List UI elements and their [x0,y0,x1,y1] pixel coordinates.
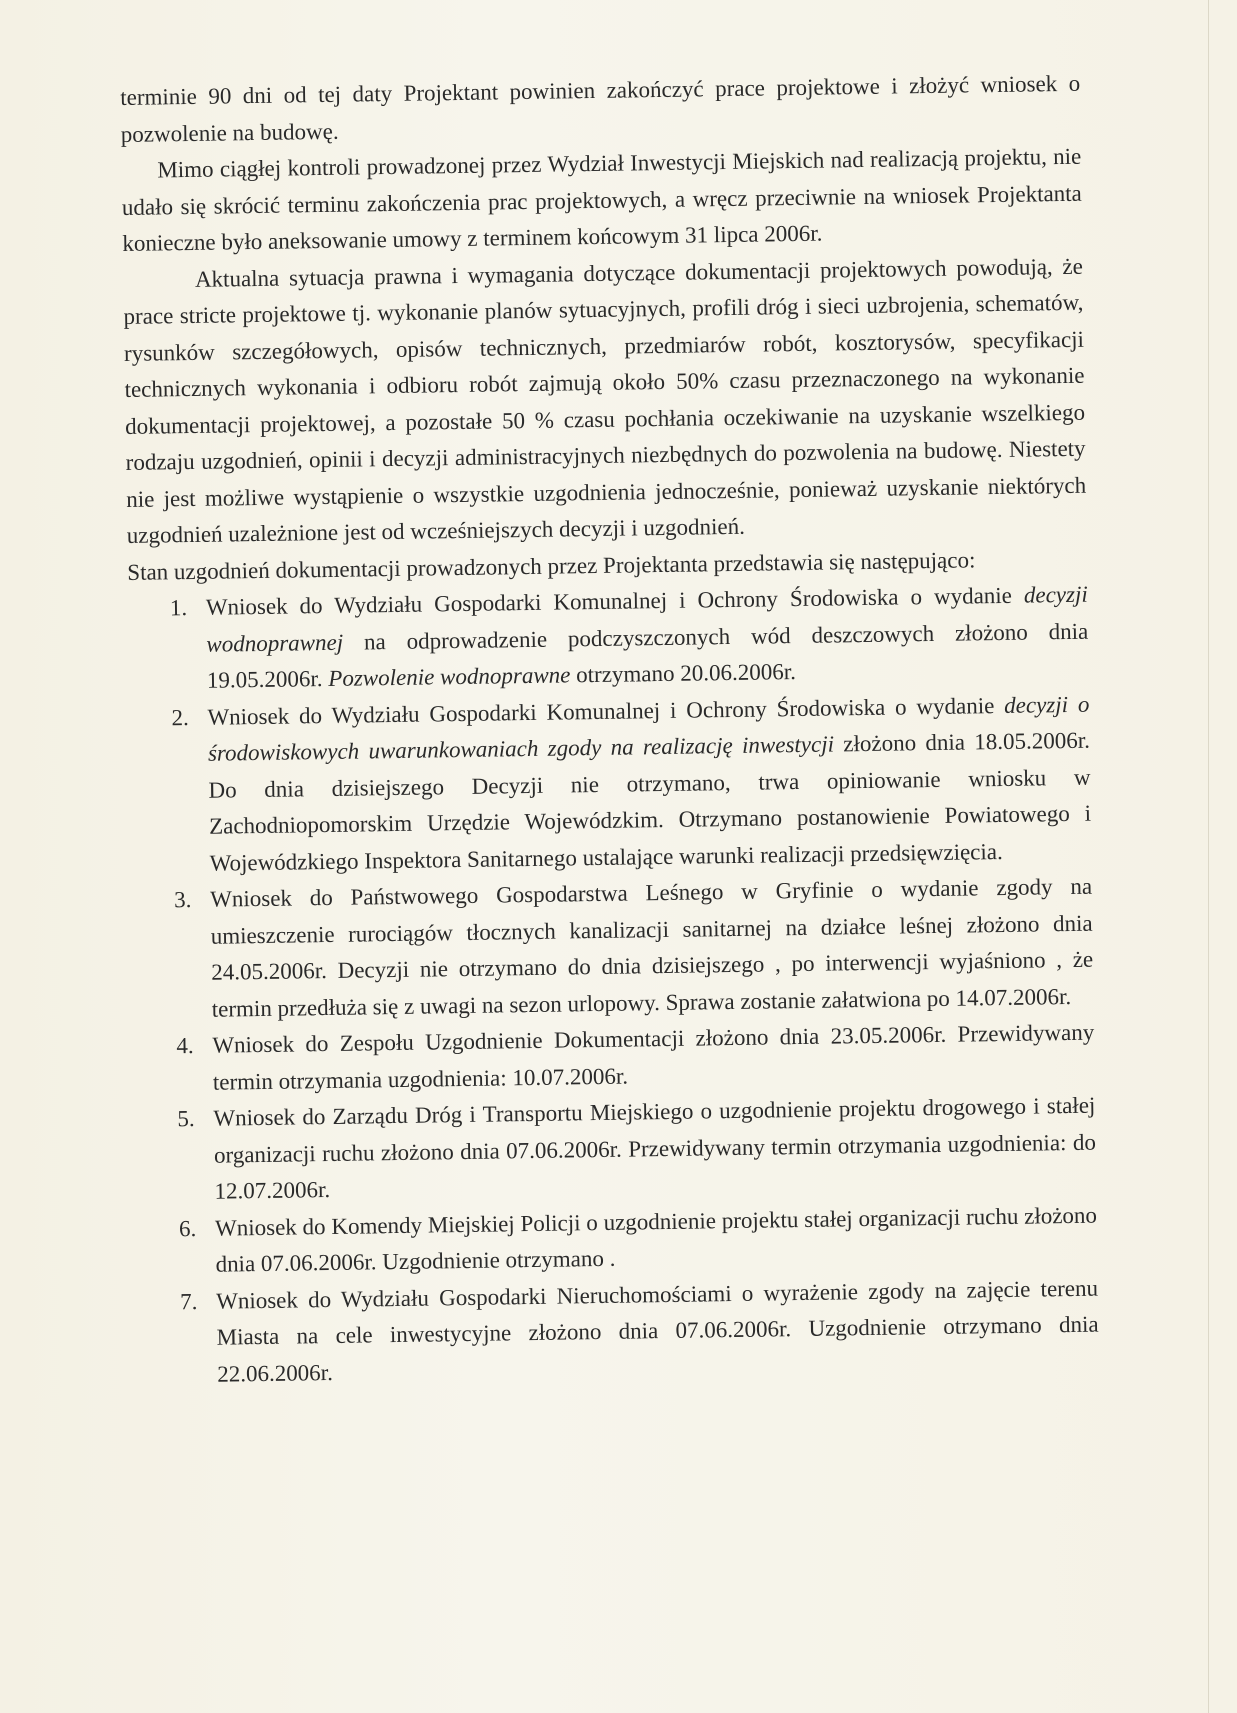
numbered-list [128,577,1100,1394]
paragraph-control: Mimo ciągłej kontroli prowadzonej przez Wydział Inwestycji Miejskich nad realizacją projektu, nie udało się skrócić terminu zakończenia prac projektowych, a wręcz przeciwnie na wniosek Projektanta konieczne było aneksowanie umowy z terminem końcowym 31 lipca 2006r. [121,143,1082,256]
list-item [178,1197,1098,1283]
list-item-number: 7. [179,1288,198,1314]
list-item [169,577,1090,700]
list-item-text: Wniosek do Wydziału Gospodarki Nieruchomościami o wyrażenie zgody na zajęcie terenu Miasta na cele inwestycyjne złożono dnia 07.06.2006r. Uzgodnienie otrzymano dnia 22.06.2006r. [215,1275,1099,1387]
list-item-text: na odprowadzenie podczyszczonych wód deszczowych złożono dnia 19.05.2006r. [206,618,1089,693]
paragraph-legal-situation: Aktualna sytuacja prawna i wymagania dotyczące dokumentacji projektowych powodują, że prace stricte projektowe tj. wykonanie planów sytuacyjnych, profili dróg i sieci uzbrojenia, schematów, rysunków szczegółowych, opisów technicznych, przedmiarów robót, kosztorysów, specyfikacji technicznych wykonania i odbioru robót zajmują około 50% czasu przeznaczonego na wykonanie dokumentacji projektowej, a pozostałe 50 % czasu pochłania oczekiwanie na uzyskanie wszelkiego rodzaju uzgodnień, opinii i decyzji administracyjnych niezbędnych do pozwolenia na budowę. Niestety nie jest możliwe wystąpienie o wszystkie uzgodnienia jednocześnie, ponieważ uzyskanie niektórych uzgodnień uzależnione jest od wcześniejszych decyzji i uzgodnień. [123,253,1087,548]
list-item-text: Wniosek do Zarządu Dróg i Transportu Miejskiego o uzgodnienie projektu drogowego i stałej organizacji ruchu złożono dnia 07.06.2006r. Przewidywany termin otrzymania uzgodnienia: do 12.07.2006r. [213,1092,1097,1204]
list-item-text: Wniosek do Komendy Miejskiej Policji o uzgodnienie projektu stałej organizacji ruchu złożono dnia 07.06.2006r. Uzgodnienie otrzymano . [214,1202,1098,1277]
list-item-number: 5. [177,1106,195,1132]
list-item-italic-text: Pozwolenie wodnoprawne [328,662,571,691]
list-item-number: 3. [173,887,192,913]
list-item-text: Wniosek do Państwowego Gospodarstwa Leśnego w Gryfinie o wydanie zgody na umieszczenie rurociągów tłocznych kanalizacji sanitarnej na działce leśnej złożono dnia 24.05.2006r. Decyzji nie otrzymano do dnia dzisiejszego , po interwencji wyjaśniono , że termin przedłuża się z uwagi na sezon urlopowy. Sprawa zostanie załatwiona po 14.07.2006r. [209,873,1094,1022]
list-item [177,1088,1097,1211]
document-body [120,66,1099,1394]
list-item-italic-text: decyzji o środowiskowych uwarunkowaniach zgody na realizację inwestycji [207,691,1090,766]
paragraph-status-intro: Stan uzgodnień dokumentacji prowadzonych przez Projektanta przedstawia się następująco: [127,546,976,585]
list-item-text: otrzymano 20.06.2006r. [570,659,797,688]
list-item [179,1270,1100,1393]
list-item-number: 4. [176,1033,194,1059]
list-item [173,869,1094,1028]
list-item-text: złożono dnia 18.05.2006r. Do dnia dzisiejszego Decyzji nie otrzymano, trwa opiniowanie wniosku w Zachodniopomorskim Urzędzie Wojewódzkim. Otrzymano postanowienie Powiatowego i Wojewódzkiego Inspektora Sanitarnego ustalające warunki realizacji przedsięwzięcia. [208,727,1092,876]
list-item [176,1015,1095,1101]
paragraph-continuation: terminie 90 dni od tej daty Projektant powinien zakończyć prace projektowe i złożyć wniosek o pozwolenie na budowę. [120,70,1081,147]
list-item-text: Wniosek do Wydziału Gospodarki Komunalnej i Ochrony Środowiska o wydanie [207,692,1005,730]
list-item [171,686,1092,882]
list-item-text: Wniosek do Zespołu Uzgodnienie Dokumentacji złożono dnia 23.05.2006r. Przewidywany termin otrzymania uzgodnienia: 10.07.2006r. [212,1019,1095,1095]
list-item-number: 2. [171,704,189,730]
page-edge-line [1208,0,1209,1713]
list-item-text: Wniosek do Wydziału Gospodarki Komunalnej i Ochrony Środowiska o wydanie [205,582,1025,620]
list-item-number: 1. [169,595,188,621]
list-item-italic-text: decyzji wodnoprawnej [206,581,1088,657]
list-item-number: 6. [178,1215,197,1241]
